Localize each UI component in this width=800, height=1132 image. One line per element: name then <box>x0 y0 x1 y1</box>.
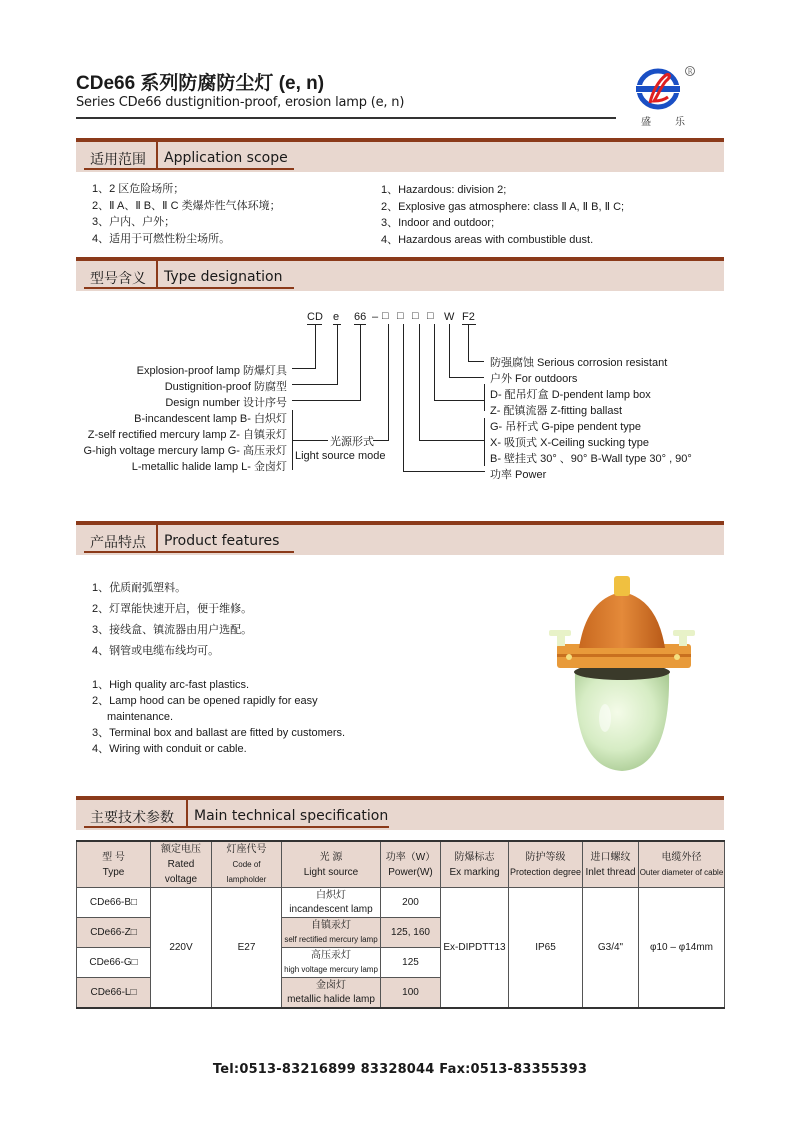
header-rule <box>76 117 616 119</box>
code-part: W <box>444 311 455 323</box>
scope-item: 2、Explosive gas atmosphere: class Ⅱ A, Ⅱ B, Ⅱ C; <box>381 200 625 213</box>
table-header-row <box>77 841 725 888</box>
type-cell: CDe66-Z□ <box>77 918 151 948</box>
type-cell: CDe66-B□ <box>77 888 151 918</box>
section-header-type-designation <box>76 257 724 295</box>
features-list-en <box>92 677 345 757</box>
code-part: □ <box>427 310 434 322</box>
light-source-cell: 高压汞灯 high voltage mercury lamp <box>282 948 381 978</box>
code-part: □ <box>412 310 419 322</box>
lampholder-cell: E27 <box>212 888 282 1009</box>
power-cell: 125, 160 <box>381 918 441 948</box>
designation-right-label: G- 吊杆式 G-pipe pendent type <box>490 421 642 433</box>
designation-left-label: Dustignition-proof 防腐型 <box>164 381 287 393</box>
column-header: 进口螺纹 Inlet thread <box>583 841 639 888</box>
designation-left-label: Z-self rectified mercury lamp Z- 自镇汞灯 <box>87 429 287 441</box>
section-header-technical-specification <box>76 796 724 834</box>
column-header: 型 号 Type <box>77 841 151 888</box>
section-title-zh: 产品特点 <box>90 535 146 551</box>
scope-item: 4、Hazardous areas with combustible dust. <box>381 233 594 246</box>
scope-item: 1、2 区危险场所； <box>92 183 185 195</box>
designation-right-label: 防强腐蚀 Serious corrosion resistant <box>490 357 668 369</box>
section-title-en: Application scope <box>164 150 288 166</box>
code-part: □ <box>382 310 389 322</box>
section-title-zh: 适用范围 <box>90 152 146 168</box>
column-header: 防爆标志 Ex marking <box>441 841 509 888</box>
page-title: CDe66 系列防腐防尘灯 (e, n) <box>76 73 325 94</box>
designation-left-label: L-metallic halide lamp L- 金卤灯 <box>131 461 287 473</box>
code-part: F2 <box>462 311 475 323</box>
page-subtitle: Series CDe66 dustignition-proof, erosion lamp (e, n) <box>76 95 405 110</box>
svg-text:盛: 盛 <box>641 117 651 128</box>
column-header: 电缆外径 Outer diameter of cable <box>639 841 725 888</box>
contact-footer: Tel:0513-83216899 83328044 Fax:0513-83355393 <box>212 1062 588 1077</box>
column-header: 防护等级 Protection degree <box>509 841 583 888</box>
ex-marking-cell: Ex-DIPDTT13 <box>441 888 509 1009</box>
voltage-cell: 220V <box>151 888 212 1009</box>
section-title-zh: 主要技术参数 <box>90 810 174 826</box>
feature-item: maintenance. <box>107 711 174 723</box>
table-row <box>77 888 725 918</box>
scope-list-zh <box>92 181 281 247</box>
protection-cell: IP65 <box>509 888 583 1009</box>
scope-item: 1、Hazardous: division 2; <box>381 184 507 196</box>
column-header: 功率（W） Power(W) <box>381 841 441 888</box>
designation-right-label: X- 吸顶式 X-Ceiling sucking type <box>490 437 649 449</box>
code-part: □ <box>397 310 404 322</box>
designation-right-label: 功率 Power <box>490 469 547 481</box>
features-list-zh <box>92 578 252 662</box>
code-part: CD <box>307 311 323 323</box>
svg-text:R: R <box>687 68 693 76</box>
feature-item: 1、优质耐弧塑料。 <box>92 582 187 594</box>
feature-item: 2、Lamp hood can be opened rapidly for easy <box>92 695 318 707</box>
scope-item: 3、户内、户外； <box>92 216 176 228</box>
svg-text:乐: 乐 <box>675 117 685 128</box>
cable-cell: φ10 – φ14mm <box>639 888 725 1009</box>
designation-left-label: G-high voltage mercury lamp G- 高压汞灯 <box>83 445 287 457</box>
light-source-label-zh: 光源形式 <box>330 436 374 448</box>
designation-right-label: Z- 配镇流器 Z-fitting ballast <box>490 405 623 417</box>
designation-left-label: Design number 设计序号 <box>165 397 287 409</box>
thread-cell: G3/4" <box>583 888 639 1009</box>
scope-item: 3、Indoor and outdoor; <box>381 217 495 229</box>
type-cell: CDe66-G□ <box>77 948 151 978</box>
column-header: 光 源 Light source <box>282 841 381 888</box>
column-header: 灯座代号 Code of lampholder <box>212 841 282 888</box>
scope-item: 4、适用于可燃性粉尘场所。 <box>92 232 231 245</box>
code-part: 66 <box>354 311 367 323</box>
brand-logo <box>628 63 698 129</box>
designation-right-label: D- 配吊灯盒 D-pendent lamp box <box>490 389 651 401</box>
lamp-illustration <box>535 568 705 778</box>
designation-left-label: Explosion-proof lamp 防爆灯具 <box>136 365 287 377</box>
light-source-cell: 自镇汞灯 self rectified mercury lamp <box>282 918 381 948</box>
code-part: e <box>333 311 340 323</box>
product-image <box>535 568 705 778</box>
section-title-en: Product features <box>164 533 280 549</box>
designation-right-label: B- 壁挂式 30° 、90° B-Wall type 30° , 90° <box>490 453 692 465</box>
designation-right-label: 户外 For outdoors <box>490 373 578 385</box>
section-header-product-features <box>76 521 724 559</box>
designation-left-label: B-incandescent lamp B- 白炽灯 <box>134 413 287 425</box>
light-source-label-en: Light source mode <box>295 450 386 462</box>
feature-item: 2、灯罩能快速开启，便于维修。 <box>92 603 253 615</box>
power-cell: 100 <box>381 978 441 1009</box>
feature-item: 3、Terminal box and ballast are fitted by customers. <box>92 727 346 739</box>
section-header-application-scope <box>76 138 724 176</box>
feature-item: 1、High quality arc-fast plastics. <box>92 679 250 691</box>
feature-item: 4、钢管或电缆布线均可。 <box>92 645 220 657</box>
code-part: – <box>372 311 379 323</box>
section-title-zh: 型号含义 <box>90 271 146 287</box>
spec-table <box>76 840 725 1009</box>
scope-list-en <box>381 182 624 248</box>
light-source-cell: 白炽灯 incandescent lamp <box>282 888 381 918</box>
power-cell: 125 <box>381 948 441 978</box>
feature-item: 3、接线盒、镇流器由用户选配。 <box>92 624 253 636</box>
scope-item: 2、Ⅱ A、Ⅱ B、Ⅱ C 类爆炸性气体环境； <box>92 199 281 212</box>
feature-item: 4、Wiring with conduit or cable. <box>92 743 247 755</box>
section-title-en: Main technical specification <box>194 808 389 824</box>
power-cell: 200 <box>381 888 441 918</box>
type-cell: CDe66-L□ <box>77 978 151 1009</box>
column-header: 额定电压 Rated voltage <box>151 841 212 888</box>
light-source-cell: 金卤灯 metallic halide lamp <box>282 978 381 1009</box>
logo-mark-icon <box>628 63 698 129</box>
section-title-en: Type designation <box>164 269 283 285</box>
